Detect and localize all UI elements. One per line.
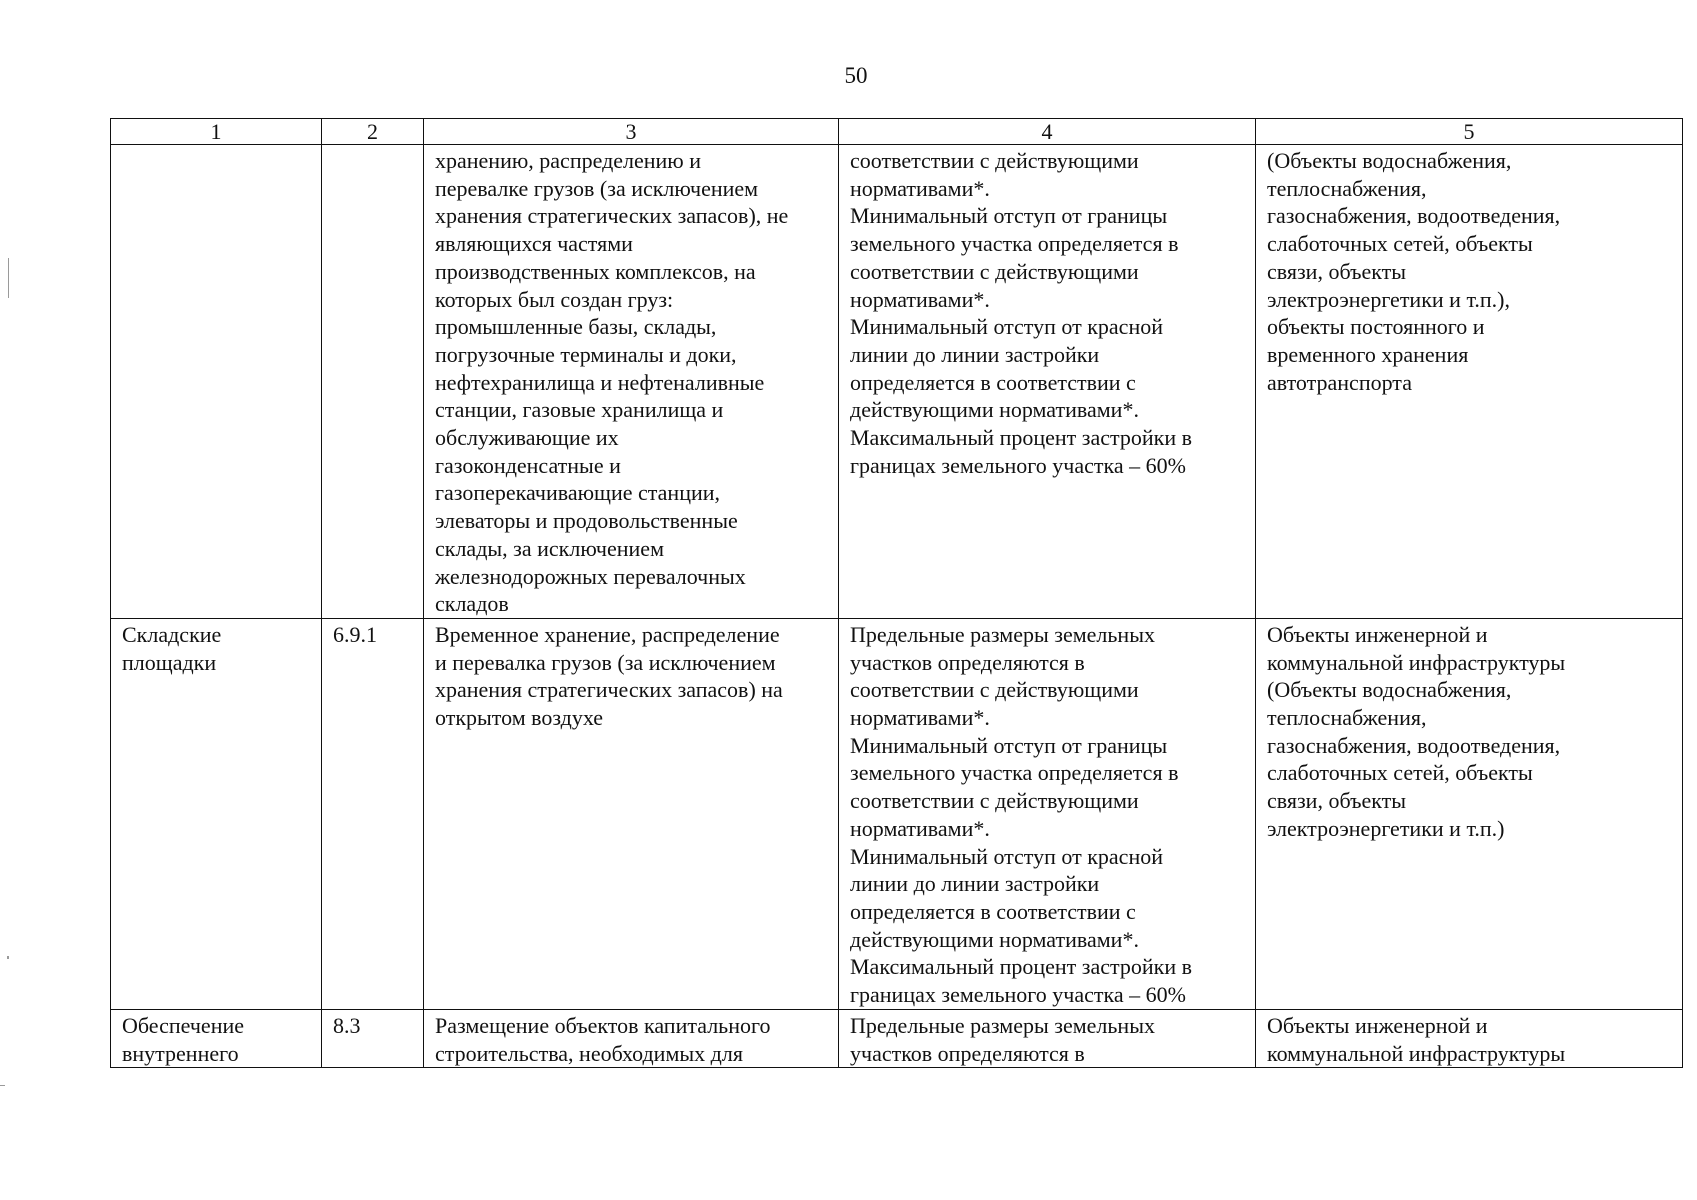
land-use-description-cell: хранению, распределению и перевалке грузов (за исключением хранения стратегических запасов), не являющихся частями производственных комплексов, на которых был создан груз: промышленные базы, склады, погрузочные терминалы и доки, нефтехранилища и нефтеналивные станции, газовые хранилища и обслуживающие их газоконденсатные и газоперекачивающие станции, элеваторы и продовольственные склады, за исключением железнодорожных перевалочных складов — [424, 145, 839, 619]
land-use-code-cell: 6.9.1 — [322, 618, 424, 1009]
scan-mark — [8, 258, 9, 298]
column-header-5: 5 — [1256, 119, 1683, 145]
column-header-3: 3 — [424, 119, 839, 145]
table-row — [111, 145, 1683, 619]
table-header-row — [111, 119, 1683, 145]
land-use-code-cell — [322, 145, 424, 619]
table-row — [111, 618, 1683, 1009]
auxiliary-uses-cell: Объекты инженерной и коммунальной инфраструктуры — [1256, 1009, 1683, 1067]
column-header-4: 4 — [839, 119, 1256, 145]
auxiliary-uses-cell: (Объекты водоснабжения, теплоснабжения, газоснабжения, водоотведения, слаботочных сетей, объекты связи, объекты электроэнергетики и т.п.), объекты постоянного и временного хранения автотранспорта — [1256, 145, 1683, 619]
parameters-cell: Предельные размеры земельных участков определяются в — [839, 1009, 1256, 1067]
parameters-cell: соответствии с действующими нормативами*. Минимальный отступ от границы земельного участка определяется в соответствии с действующими нормативами*. Минимальный отступ от красной линии до линии застройки определяется в соответствии с действующими нормативами*. Максимальный процент застройки в границах земельного участка – 60% — [839, 145, 1256, 619]
column-header-2: 2 — [322, 119, 424, 145]
land-use-description-cell: Размещение объектов капитального строительства, необходимых для — [424, 1009, 839, 1067]
page-number: 50 — [844, 63, 868, 88]
land-use-name-cell — [111, 145, 322, 619]
land-use-table — [110, 118, 1683, 1068]
auxiliary-uses-cell: Объекты инженерной и коммунальной инфраструктуры (Объекты водоснабжения, теплоснабжения, газоснабжения, водоотведения, слаботочных сетей, объекты связи, объекты электроэнергетики и т.п.) — [1256, 618, 1683, 1009]
land-use-description-cell: Временное хранение, распределение и перевалка грузов (за исключением хранения стратегических запасов) на открытом воздухе — [424, 618, 839, 1009]
scan-mark — [0, 1085, 5, 1086]
scan-mark — [7, 956, 9, 959]
column-header-1: 1 — [111, 119, 322, 145]
parameters-cell: Предельные размеры земельных участков определяются в соответствии с действующими нормативами*. Минимальный отступ от границы земельного участка определяется в соответствии с действующими нормативами*. Минимальный отступ от красной линии до линии застройки определяется в соответствии с действующими нормативами*. Максимальный процент застройки в границах земельного участка – 60% — [839, 618, 1256, 1009]
land-use-name-cell: Складские площадки — [111, 618, 322, 1009]
land-use-code-cell: 8.3 — [322, 1009, 424, 1067]
land-use-name-cell: Обеспечение внутреннего — [111, 1009, 322, 1067]
table-row — [111, 1009, 1683, 1067]
